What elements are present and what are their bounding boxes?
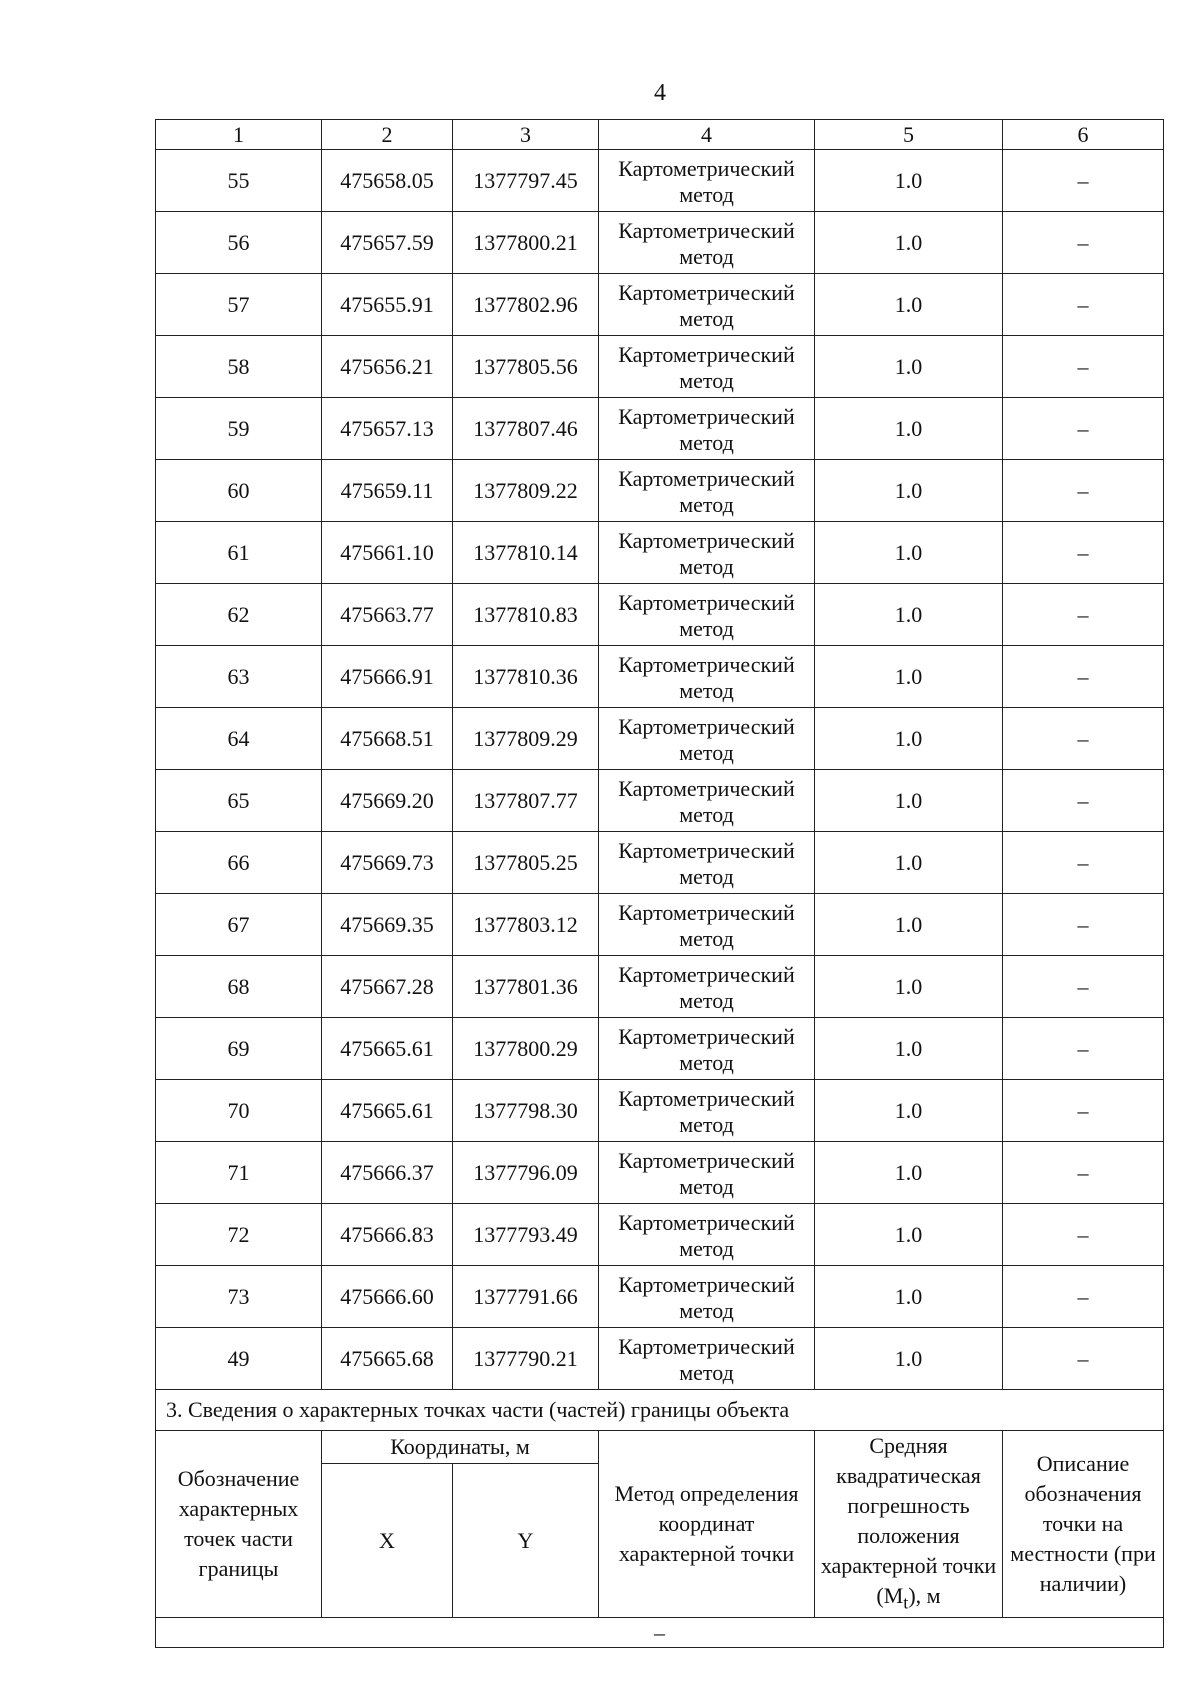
x-coordinate-cell: 475665.61: [322, 1080, 453, 1142]
table-row: [156, 212, 1164, 274]
table-row: [156, 1018, 1164, 1080]
method-header: Метод определения координат характерной точки: [599, 1431, 815, 1618]
x-header: X: [322, 1464, 453, 1618]
table-row: [156, 398, 1164, 460]
y-coordinate-cell: 1377791.66: [453, 1266, 599, 1328]
accuracy-cell: 1.0: [815, 1204, 1003, 1266]
column-number-cell: 3: [453, 120, 599, 150]
description-cell: –: [1003, 336, 1164, 398]
x-coordinate-cell: 475657.13: [322, 398, 453, 460]
method-cell: Картометрический метод: [599, 1080, 815, 1142]
table-row: [156, 832, 1164, 894]
method-cell: Картометрический метод: [599, 150, 815, 212]
y-coordinate-cell: 1377805.25: [453, 832, 599, 894]
point-number-cell: 73: [156, 1266, 322, 1328]
column-number-cell: 1: [156, 120, 322, 150]
column-number-cell: 2: [322, 120, 453, 150]
method-cell: Картометрический метод: [599, 1328, 815, 1390]
method-cell: Картометрический метод: [599, 832, 815, 894]
method-cell: Картометрический метод: [599, 212, 815, 274]
point-number-cell: 70: [156, 1080, 322, 1142]
description-cell: –: [1003, 1142, 1164, 1204]
description-cell: –: [1003, 1080, 1164, 1142]
table-row: [156, 770, 1164, 832]
method-cell: Картометрический метод: [599, 274, 815, 336]
accuracy-cell: 1.0: [815, 1266, 1003, 1328]
x-coordinate-cell: 475663.77: [322, 584, 453, 646]
y-coordinate-cell: 1377797.45: [453, 150, 599, 212]
description-cell: –: [1003, 460, 1164, 522]
method-cell: Картометрический метод: [599, 584, 815, 646]
table-row: [156, 150, 1164, 212]
accuracy-cell: 1.0: [815, 894, 1003, 956]
method-cell: Картометрический метод: [599, 522, 815, 584]
description-cell: –: [1003, 708, 1164, 770]
point-number-cell: 59: [156, 398, 322, 460]
section-3-title-row: [156, 1390, 1164, 1431]
accuracy-cell: 1.0: [815, 212, 1003, 274]
description-header: Описание обозначения точки на местности (при наличии): [1003, 1431, 1164, 1618]
error-header-tail: ), м: [908, 1583, 941, 1608]
method-cell: Картометрический метод: [599, 336, 815, 398]
point-number-cell: 58: [156, 336, 322, 398]
x-coordinate-cell: 475666.83: [322, 1204, 453, 1266]
table-row: [156, 1204, 1164, 1266]
method-cell: Картометрический метод: [599, 1204, 815, 1266]
section-3-title: 3. Сведения о характерных точках части (частей) границы объекта: [156, 1390, 1164, 1431]
x-coordinate-cell: 475665.61: [322, 1018, 453, 1080]
table-row: [156, 1328, 1164, 1390]
error-header-text: Средняя квадратическая погрешность положения характерной точки (M: [820, 1433, 997, 1608]
point-number-cell: 61: [156, 522, 322, 584]
point-number-cell: 62: [156, 584, 322, 646]
accuracy-cell: 1.0: [815, 1080, 1003, 1142]
point-number-cell: 64: [156, 708, 322, 770]
accuracy-cell: 1.0: [815, 584, 1003, 646]
y-coordinate-cell: 1377802.96: [453, 274, 599, 336]
accuracy-cell: 1.0: [815, 708, 1003, 770]
description-cell: –: [1003, 584, 1164, 646]
accuracy-cell: 1.0: [815, 832, 1003, 894]
x-coordinate-cell: 475668.51: [322, 708, 453, 770]
accuracy-cell: 1.0: [815, 150, 1003, 212]
x-coordinate-cell: 475669.20: [322, 770, 453, 832]
accuracy-cell: 1.0: [815, 274, 1003, 336]
method-cell: Картометрический метод: [599, 894, 815, 956]
y-coordinate-cell: 1377796.09: [453, 1142, 599, 1204]
section-3-empty-row: [156, 1618, 1164, 1648]
method-cell: Картометрический метод: [599, 708, 815, 770]
description-cell: –: [1003, 956, 1164, 1018]
point-number-cell: 56: [156, 212, 322, 274]
table-row: [156, 274, 1164, 336]
y-coordinate-cell: 1377810.14: [453, 522, 599, 584]
method-cell: Картометрический метод: [599, 646, 815, 708]
y-coordinate-cell: 1377805.56: [453, 336, 599, 398]
description-cell: –: [1003, 1328, 1164, 1390]
table-row: [156, 956, 1164, 1018]
y-coordinate-cell: 1377798.30: [453, 1080, 599, 1142]
table-row: [156, 1142, 1164, 1204]
y-coordinate-cell: 1377800.21: [453, 212, 599, 274]
table-row: [156, 894, 1164, 956]
table-row: [156, 336, 1164, 398]
x-coordinate-cell: 475659.11: [322, 460, 453, 522]
y-coordinate-cell: 1377810.83: [453, 584, 599, 646]
x-coordinate-cell: 475667.28: [322, 956, 453, 1018]
point-number-cell: 55: [156, 150, 322, 212]
y-coordinate-cell: 1377809.29: [453, 708, 599, 770]
accuracy-cell: 1.0: [815, 646, 1003, 708]
column-number-row: [156, 120, 1164, 150]
point-number-cell: 69: [156, 1018, 322, 1080]
x-coordinate-cell: 475658.05: [322, 150, 453, 212]
column-number-cell: 6: [1003, 120, 1164, 150]
x-coordinate-cell: 475655.91: [322, 274, 453, 336]
description-cell: –: [1003, 770, 1164, 832]
x-coordinate-cell: 475656.21: [322, 336, 453, 398]
description-cell: –: [1003, 1204, 1164, 1266]
method-cell: Картометрический метод: [599, 398, 815, 460]
y-coordinate-cell: 1377807.46: [453, 398, 599, 460]
accuracy-cell: 1.0: [815, 522, 1003, 584]
y-coordinate-cell: 1377807.77: [453, 770, 599, 832]
y-header: Y: [453, 1464, 599, 1618]
point-designation-header: Обозначение характерных точек части границы: [156, 1431, 322, 1618]
method-cell: Картометрический метод: [599, 1266, 815, 1328]
coordinates-header: Координаты, м: [322, 1431, 599, 1464]
point-number-cell: 63: [156, 646, 322, 708]
accuracy-cell: 1.0: [815, 1328, 1003, 1390]
x-coordinate-cell: 475661.10: [322, 522, 453, 584]
table-row: [156, 522, 1164, 584]
x-coordinate-cell: 475669.73: [322, 832, 453, 894]
x-coordinate-cell: 475657.59: [322, 212, 453, 274]
column-number-cell: 5: [815, 120, 1003, 150]
description-cell: –: [1003, 212, 1164, 274]
accuracy-cell: 1.0: [815, 770, 1003, 832]
point-number-cell: 60: [156, 460, 322, 522]
column-number-cell: 4: [599, 120, 815, 150]
description-cell: –: [1003, 646, 1164, 708]
y-coordinate-cell: 1377809.22: [453, 460, 599, 522]
y-coordinate-cell: 1377801.36: [453, 956, 599, 1018]
point-number-cell: 71: [156, 1142, 322, 1204]
accuracy-cell: 1.0: [815, 336, 1003, 398]
table-row: [156, 584, 1164, 646]
x-coordinate-cell: 475669.35: [322, 894, 453, 956]
x-coordinate-cell: 475666.91: [322, 646, 453, 708]
error-header-subscript: t: [903, 1592, 909, 1613]
description-cell: –: [1003, 398, 1164, 460]
description-cell: –: [1003, 522, 1164, 584]
accuracy-cell: 1.0: [815, 1142, 1003, 1204]
method-cell: Картометрический метод: [599, 1018, 815, 1080]
description-cell: –: [1003, 1266, 1164, 1328]
table-row: [156, 460, 1164, 522]
point-number-cell: 67: [156, 894, 322, 956]
y-coordinate-cell: 1377803.12: [453, 894, 599, 956]
x-coordinate-cell: 475666.60: [322, 1266, 453, 1328]
section-3-empty-cell: –: [156, 1618, 1164, 1648]
description-cell: –: [1003, 150, 1164, 212]
y-coordinate-cell: 1377810.36: [453, 646, 599, 708]
table-row: [156, 646, 1164, 708]
table-row: [156, 708, 1164, 770]
boundary-points-table: [155, 119, 1164, 1648]
table-row: [156, 1266, 1164, 1328]
point-number-cell: 68: [156, 956, 322, 1018]
page-number: 4: [654, 80, 666, 106]
accuracy-cell: 1.0: [815, 398, 1003, 460]
method-cell: Картометрический метод: [599, 1142, 815, 1204]
point-number-cell: 57: [156, 274, 322, 336]
point-number-cell: 65: [156, 770, 322, 832]
description-cell: –: [1003, 1018, 1164, 1080]
x-coordinate-cell: 475666.37: [322, 1142, 453, 1204]
method-cell: Картометрический метод: [599, 460, 815, 522]
point-number-cell: 49: [156, 1328, 322, 1390]
y-coordinate-cell: 1377793.49: [453, 1204, 599, 1266]
x-coordinate-cell: 475665.68: [322, 1328, 453, 1390]
accuracy-cell: 1.0: [815, 1018, 1003, 1080]
y-coordinate-cell: 1377800.29: [453, 1018, 599, 1080]
error-header: [815, 1431, 1003, 1618]
point-number-cell: 72: [156, 1204, 322, 1266]
description-cell: –: [1003, 832, 1164, 894]
accuracy-cell: 1.0: [815, 956, 1003, 1018]
method-cell: Картометрический метод: [599, 956, 815, 1018]
table-row: [156, 1080, 1164, 1142]
accuracy-cell: 1.0: [815, 460, 1003, 522]
description-cell: –: [1003, 894, 1164, 956]
point-number-cell: 66: [156, 832, 322, 894]
description-cell: –: [1003, 274, 1164, 336]
y-coordinate-cell: 1377790.21: [453, 1328, 599, 1390]
method-cell: Картометрический метод: [599, 770, 815, 832]
section-3-header-row: [156, 1431, 1164, 1464]
